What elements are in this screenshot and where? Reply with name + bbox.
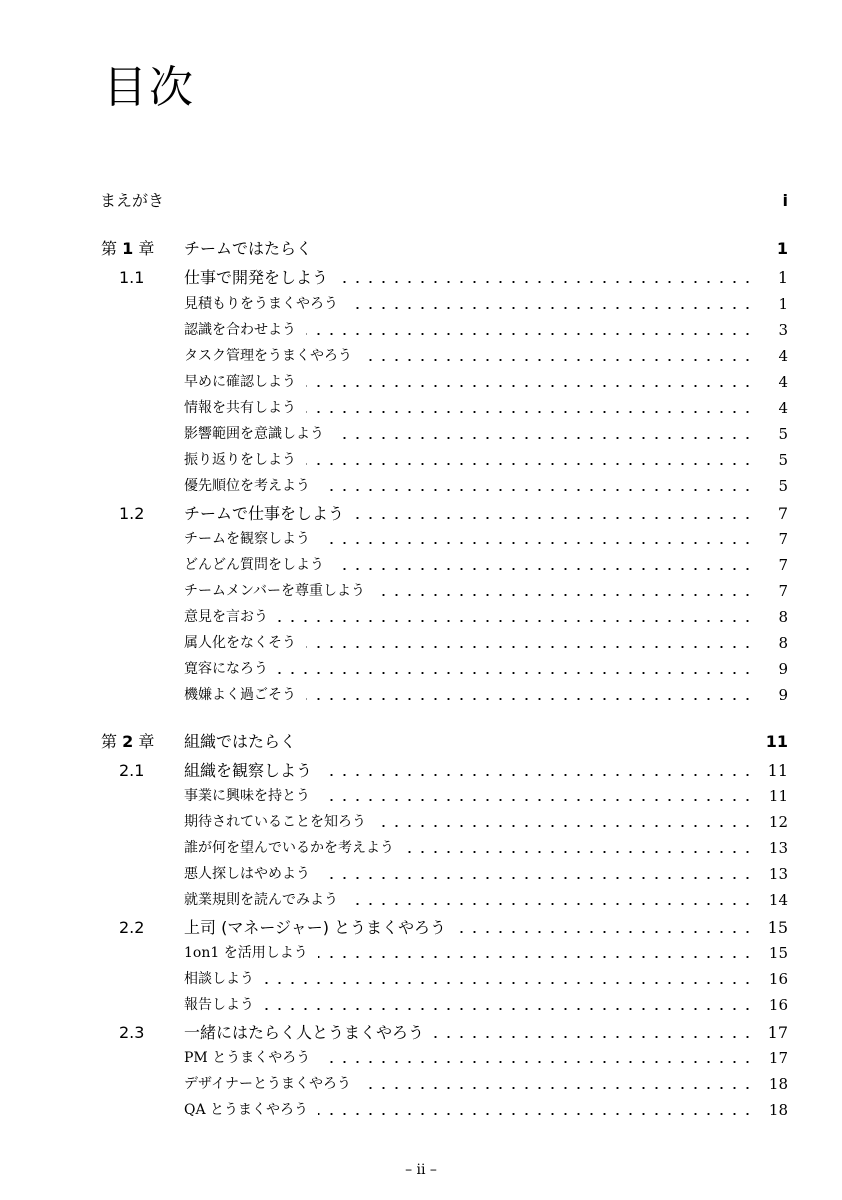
- toc-subsection-row[interactable]: [0, 941, 842, 965]
- toc-subsection-page: 5: [778, 477, 788, 495]
- toc-subsection-row[interactable]: [0, 631, 842, 655]
- toc-chapter-row[interactable]: [0, 730, 842, 754]
- toc-subsection-title: 事業に興味を持とう: [184, 788, 310, 804]
- toc-leader-dots: [306, 698, 754, 700]
- toc-leader-dots: [361, 1087, 754, 1089]
- toc-subsection-title: 期待されていることを知ろう: [184, 814, 366, 830]
- toc-subsection-title: 就業規則を読んでみよう: [184, 892, 338, 908]
- toc-preface-page: i: [782, 191, 788, 210]
- toc-section-number: 1.1: [119, 268, 145, 287]
- toc-subsection-page: 18: [768, 1101, 788, 1119]
- toc-subsection-page: 7: [778, 556, 788, 574]
- toc-section-page: 11: [767, 761, 788, 780]
- toc-section-number: 2.3: [119, 1023, 145, 1042]
- toc-subsection-page: 13: [768, 839, 788, 857]
- toc-section-page: 17: [767, 1023, 788, 1042]
- toc-section-page: 7: [777, 504, 788, 523]
- toc-chapter-page: 11: [765, 732, 788, 751]
- toc-leader-dots: [306, 463, 754, 465]
- toc-leader-dots: [320, 877, 754, 879]
- toc-subsection-row[interactable]: [0, 448, 842, 472]
- toc-subsection-row[interactable]: [0, 1046, 842, 1070]
- toc-subsection-page: 4: [778, 347, 788, 365]
- toc-subsection-row[interactable]: [0, 422, 842, 446]
- page-title: 目次: [103, 62, 195, 113]
- toc-subsection-title: 優先順位を考えよう: [184, 478, 310, 494]
- toc-section-title: 一緒にはたらく人とうまくやろう: [184, 1023, 425, 1042]
- toc-subsection-title: 振り返りをしよう: [184, 452, 296, 468]
- toc-subsection-row[interactable]: [0, 474, 842, 498]
- toc-subsection-row[interactable]: [0, 1098, 842, 1122]
- toc-subsection-title: 認識を合わせよう: [184, 322, 296, 338]
- toc-subsection-title: 相談しよう: [184, 971, 254, 987]
- toc-subsection-row[interactable]: [0, 993, 842, 1017]
- toc-leader-dots: [404, 851, 754, 853]
- toc-subsection-page: 8: [778, 634, 788, 652]
- toc-section-number: 2.1: [119, 761, 145, 780]
- toc-leader-dots: [320, 489, 754, 491]
- toc-leader-dots: [434, 1036, 754, 1038]
- toc-subsection-title: 報告しよう: [184, 997, 254, 1013]
- toc-subsection-row[interactable]: [0, 1072, 842, 1096]
- toc-chapter-row[interactable]: [0, 237, 842, 261]
- toc-subsection-title: タスク管理をうまくやろう: [184, 348, 352, 364]
- toc-chapter-title: チームではたらく: [184, 239, 313, 258]
- toc-leader-dots: [456, 931, 754, 933]
- toc-leader-dots: [354, 517, 754, 519]
- toc-subsection-page: 1: [778, 295, 788, 313]
- toc-subsection-title: 情報を共有しよう: [184, 400, 296, 416]
- toc-subsection-row[interactable]: [0, 292, 842, 316]
- toc-subsection-row[interactable]: [0, 836, 842, 860]
- toc-subsection-row[interactable]: [0, 396, 842, 420]
- toc-subsection-page: 17: [768, 1049, 788, 1067]
- toc-subsection-row[interactable]: [0, 527, 842, 551]
- toc-subsection-title: 見積もりをうまくやろう: [184, 296, 338, 312]
- toc-subsection-title: 早めに確認しよう: [184, 374, 296, 390]
- page-number-footer: – ii –: [405, 1162, 437, 1178]
- toc-subsection-title: PM とうまくやろう: [184, 1050, 311, 1066]
- toc-section-title: 組織を観察しよう: [184, 761, 313, 780]
- toc-subsection-row[interactable]: [0, 810, 842, 834]
- toc-chapter-title: 組織ではたらく: [184, 732, 297, 751]
- toc-preface-title: まえがき: [100, 191, 165, 210]
- toc-section-number: 1.2: [119, 504, 145, 523]
- toc-subsection-title: 属人化をなくそう: [184, 635, 296, 651]
- toc-subsection-page: 8: [778, 608, 788, 626]
- toc-section-title: チームで仕事をしよう: [184, 504, 345, 523]
- toc-section-row[interactable]: [0, 502, 842, 526]
- toc-subsection-page: 5: [778, 451, 788, 469]
- toc-subsection-row[interactable]: [0, 967, 842, 991]
- toc-leader-dots: [278, 620, 754, 622]
- toc-subsection-page: 12: [768, 813, 788, 831]
- toc-section-row[interactable]: [0, 1021, 842, 1045]
- toc-section-title: 仕事で開発をしよう: [184, 268, 329, 287]
- toc-leader-dots: [306, 411, 754, 413]
- toc-subsection-row[interactable]: [0, 888, 842, 912]
- toc-subsection-title: 悪人探しはやめよう: [184, 866, 310, 882]
- toc-section-row[interactable]: [0, 266, 842, 290]
- toc-section-row[interactable]: [0, 759, 842, 783]
- toc-subsection-page: 7: [778, 530, 788, 548]
- toc-subsection-page: 15: [768, 944, 788, 962]
- toc-section-title: 上司 (マネージャー) とうまくやろう: [184, 918, 447, 937]
- toc-leader-dots: [334, 437, 754, 439]
- toc-leader-dots: [334, 568, 754, 570]
- toc-leader-dots: [318, 956, 754, 958]
- toc-section-number: 2.2: [119, 918, 145, 937]
- toc-subsection-title: チームメンバーを尊重しよう: [184, 583, 366, 599]
- toc-subsection-page: 9: [778, 660, 788, 678]
- toc-subsection-title: 寛容になろう: [184, 661, 268, 677]
- toc-leader-dots: [348, 307, 754, 309]
- toc-subsection-title: QA とうまくやろう: [184, 1102, 309, 1118]
- toc-leader-dots: [375, 594, 754, 596]
- toc-section-page: 1: [777, 268, 788, 287]
- toc-subsection-title: 1on1 を活用しよう: [184, 945, 308, 961]
- toc-subsection-page: 7: [778, 582, 788, 600]
- toc-leader-dots: [278, 672, 754, 674]
- toc-subsection-row[interactable]: [0, 318, 842, 342]
- toc-leader-dots: [348, 903, 754, 905]
- toc-leader-dots: [376, 825, 754, 827]
- toc-subsection-page: 3: [778, 321, 788, 339]
- toc-subsection-title: 意見を言おう: [184, 609, 268, 625]
- toc-leader-dots: [338, 281, 754, 283]
- toc-subsection-page: 11: [768, 787, 788, 805]
- toc-leader-dots: [320, 542, 754, 544]
- toc-subsection-row[interactable]: [0, 553, 842, 577]
- toc-subsection-title: チームを観察しよう: [184, 531, 310, 547]
- toc-subsection-row[interactable]: [0, 683, 842, 707]
- toc-subsection-page: 16: [768, 970, 788, 988]
- toc-subsection-page: 14: [768, 891, 788, 909]
- toc-subsection-title: 誰が何を望んでいるかを考えよう: [184, 840, 394, 856]
- toc-leader-dots: [318, 1113, 754, 1115]
- toc-subsection-row[interactable]: [0, 862, 842, 886]
- toc-subsection-row[interactable]: [0, 370, 842, 394]
- toc-subsection-page: 9: [778, 686, 788, 704]
- toc-subsection-row[interactable]: [0, 657, 842, 681]
- toc-section-page: 15: [767, 918, 788, 937]
- toc-subsection-title: 機嫌よく過ごそう: [184, 687, 296, 703]
- toc-chapter-label: 第 2 章: [101, 732, 155, 751]
- toc-subsection-title: デザイナーとうまくやろう: [184, 1076, 352, 1092]
- toc-leader-dots: [264, 1008, 754, 1010]
- toc-leader-dots: [362, 359, 754, 361]
- toc-subsection-page: 18: [768, 1075, 788, 1093]
- toc-subsection-page: 13: [768, 865, 788, 883]
- toc-leader-dots: [306, 385, 754, 387]
- toc-subsection-page: 4: [778, 399, 788, 417]
- toc-chapter-label: 第 1 章: [101, 239, 155, 258]
- toc-leader-dots: [322, 774, 754, 776]
- toc-subsection-row[interactable]: [0, 784, 842, 808]
- toc-subsection-title: どんどん質問をしよう: [184, 557, 324, 573]
- toc-subsection-page: 4: [778, 373, 788, 391]
- toc-chapter-page: 1: [776, 239, 788, 258]
- toc-section-row[interactable]: [0, 916, 842, 940]
- toc-subsection-row[interactable]: [0, 605, 842, 629]
- toc-subsection-row[interactable]: [0, 344, 842, 368]
- toc-leader-dots: [306, 646, 754, 648]
- toc-subsection-title: 影響範囲を意識しよう: [184, 426, 324, 442]
- toc-leader-dots: [320, 799, 754, 801]
- toc-subsection-page: 5: [778, 425, 788, 443]
- toc-preface-row[interactable]: [0, 189, 842, 213]
- toc-leader-dots: [306, 333, 754, 335]
- toc-leader-dots: [264, 982, 754, 984]
- toc-subsection-row[interactable]: [0, 579, 842, 603]
- toc-subsection-page: 16: [768, 996, 788, 1014]
- toc-leader-dots: [320, 1061, 754, 1063]
